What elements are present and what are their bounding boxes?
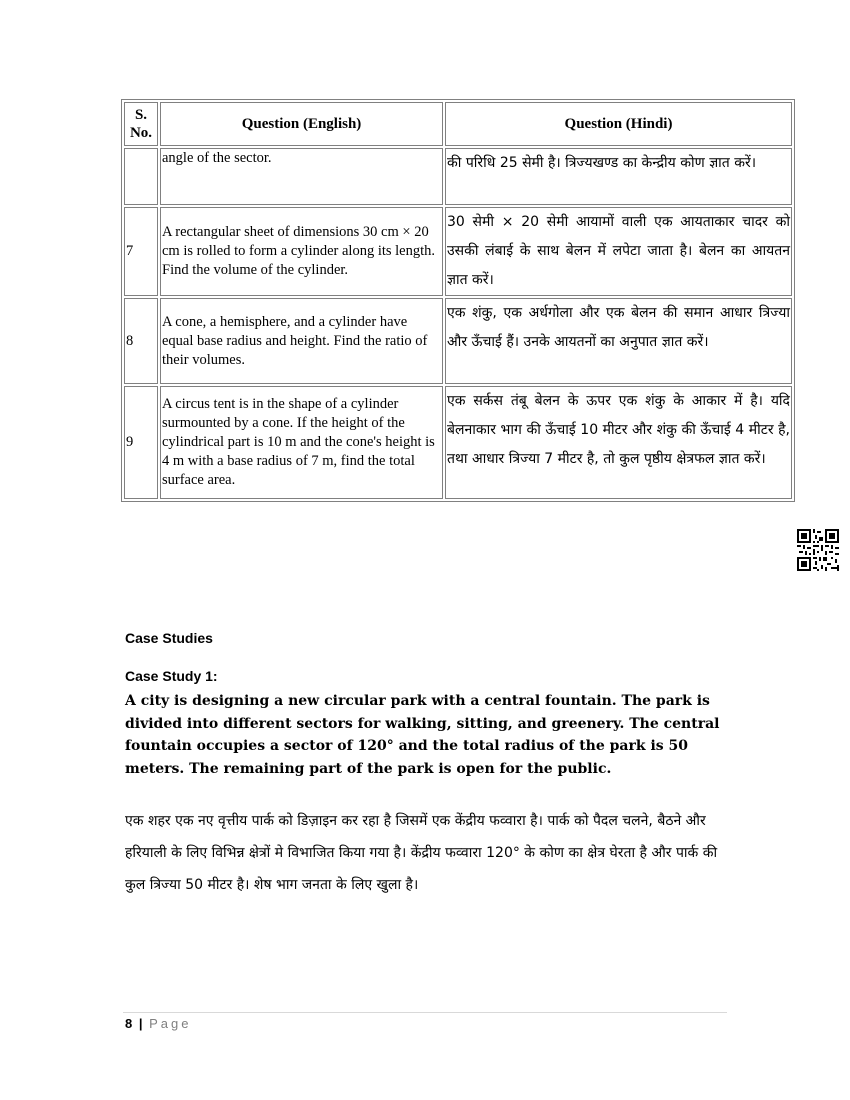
table-row — [124, 298, 792, 384]
questions-table — [121, 99, 795, 502]
table-row — [124, 207, 792, 296]
case-study-english-text: A city is designing a new circular park with a central fountain. The park is divided into different sectors for walking, sitting, and greenery. The central fountain occupies a sector of 120° and the total radius of the park is 50 meters. The remaining part of the park is open for the public. — [125, 693, 720, 777]
page-label: Page — [149, 1016, 192, 1031]
row-sno: 7 — [124, 207, 158, 296]
case-study-title: Case Study 1: — [125, 668, 218, 684]
row-question-hindi: एक शंकु, एक अर्धगोला और एक बेलन की समान आधार त्रिज्या और ऊँचाई हैं। उनके आयतनों का अनुपात ज्ञात करें। — [445, 298, 792, 384]
footer-divider — [123, 1012, 727, 1013]
row-question-english: angle of the sector. — [160, 148, 443, 205]
qr-code-icon[interactable] — [797, 529, 839, 571]
row-sno: 9 — [124, 386, 158, 499]
table-row — [124, 386, 792, 499]
footer-separator: | — [138, 1016, 143, 1031]
page-number: 8 — [125, 1016, 133, 1031]
row-question-english: A cone, a hemisphere, and a cylinder have equal base radius and height. Find the ratio of their volumes. — [160, 298, 443, 384]
header-question-hindi: Question (Hindi) — [445, 102, 792, 146]
header-sno: S. No. — [124, 102, 158, 146]
row-question-english: A rectangular sheet of dimensions 30 cm × 20 cm is rolled to form a cylinder along its length. Find the volume of the cylinder. — [160, 207, 443, 296]
row-question-hindi: 30 सेमी × 20 सेमी आयामों वाली एक आयताकार चादर को उसकी लंबाई के साथ बेलन में लपेटा जाता है। बेलन का आयतन ज्ञात करें। — [445, 207, 792, 296]
table-header-row — [124, 102, 792, 146]
page-footer — [125, 1016, 192, 1031]
row-question-hindi: की परिधि 25 सेमी है। त्रिज्यखण्ड का केन्द्रीय कोण ज्ञात करें। — [445, 148, 792, 205]
row-sno — [124, 148, 158, 205]
table-row — [124, 148, 792, 205]
header-question-english: Question (English) — [160, 102, 443, 146]
case-study-hindi-text: एक शहर एक नए वृत्तीय पार्क को डिज़ाइन कर रहा है जिसमें एक केंद्रीय फव्वारा है। पार्क को पैदल चलने, बैठने और हरियाली के लिए विभिन्न क्षेत्रों मे विभाजित किया गया है। केंद्रीय फव्वारा 120° के कोण का क्षेत्र घेरता है और पार्क की कुल त्रिज्या 50 मीटर है। शेष भाग जनता के लिए खुला है। — [125, 813, 718, 893]
case-studies-heading: Case Studies — [125, 630, 213, 646]
row-sno: 8 — [124, 298, 158, 384]
row-question-english: A circus tent is in the shape of a cylinder surmounted by a cone. If the height of the cylindrical part is 10 m and the cone's height is 4 m with a base radius of 7 m, find the total surface area. — [160, 386, 443, 499]
row-question-hindi: एक सर्कस तंबू बेलन के ऊपर एक शंकु के आकार में है। यदि बेलनाकार भाग की ऊँचाई 10 मीटर और शंकु की ऊँचाई 4 मीटर है, तथा आधार त्रिज्या 7 मीटर है, तो कुल पृष्ठीय क्षेत्रफल ज्ञात करें। — [445, 386, 792, 499]
